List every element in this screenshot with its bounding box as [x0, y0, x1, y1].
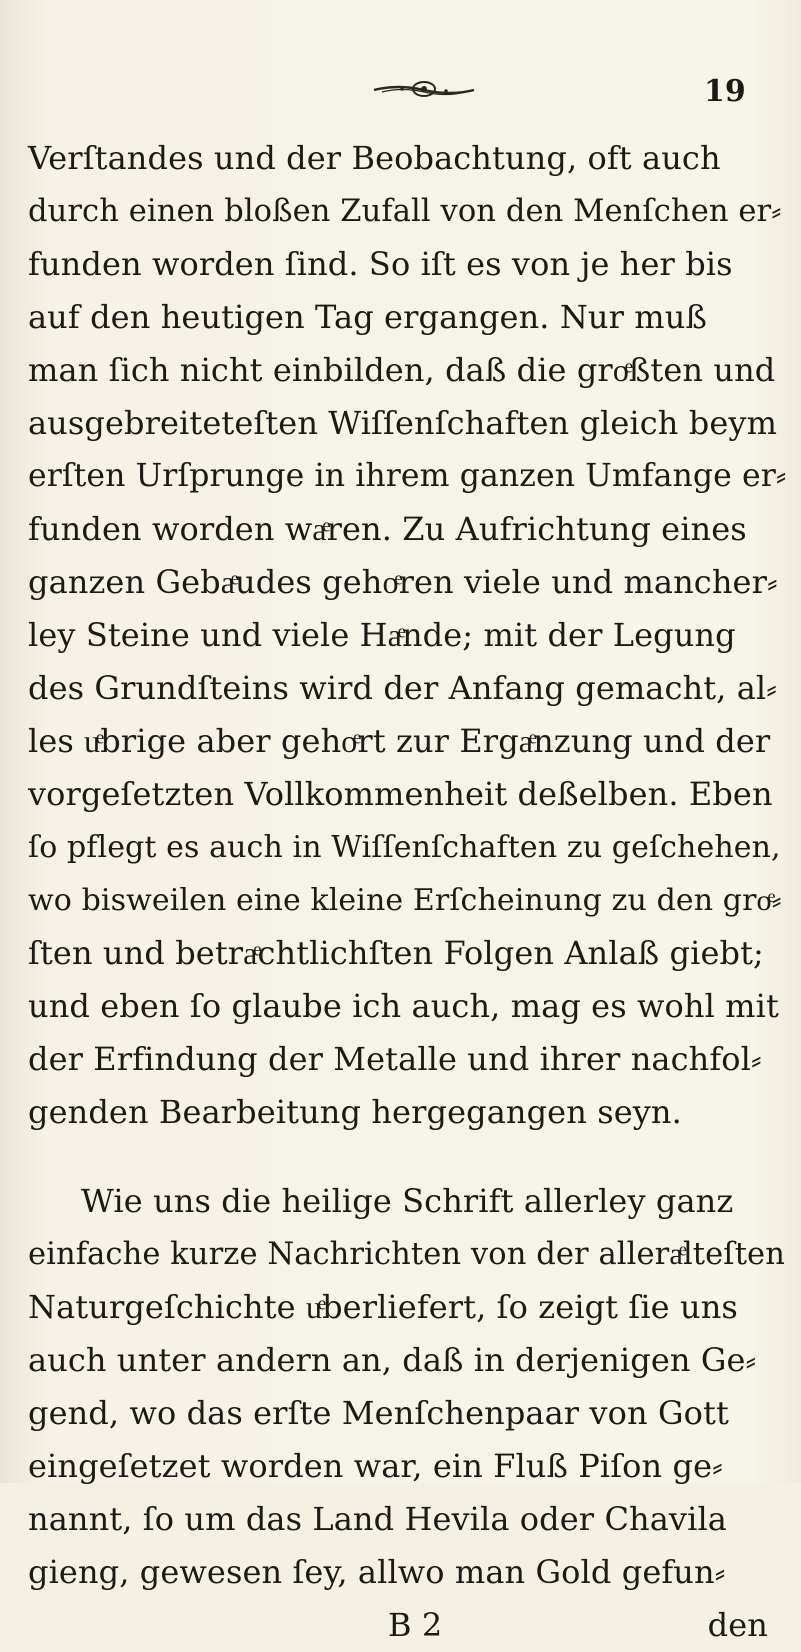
page-number: 19: [704, 74, 746, 109]
text-line: der Erfindung der Metalle und ihrer nachfol⸗: [28, 1040, 762, 1078]
text-line: vorgeſetzten Vollkommenheit deßelben. Eben: [28, 775, 773, 813]
paragraph: [28, 132, 788, 1139]
page-header: [0, 72, 801, 132]
text-line: des Grundſteins wird der Anfang gemacht, al⸗: [28, 669, 777, 707]
text-body: [28, 132, 788, 1652]
text-line: auf den heutigen Tag ergangen. Nur muß: [28, 298, 707, 336]
text-line: nannt, ſo um das Land Hevila oder Chavila: [28, 1500, 727, 1538]
text-line: ausgebreiteteſten Wiſſenſchaften gleich beym: [28, 404, 778, 442]
text-line: ſten und betraͤchtlichſten Folgen Anlaß giebt;: [28, 934, 764, 972]
text-line: auch unter andern an, daß in derjenigen Ge⸗: [28, 1341, 757, 1379]
catchword: den: [707, 1606, 768, 1644]
text-line: einfache kurze Nachrichten von der alleraͤlteſten: [28, 1237, 785, 1272]
text-line: gieng, gewesen ſey, allwo man Gold gefun⸗: [28, 1553, 726, 1591]
paragraph: [28, 1175, 788, 1599]
text-line: ley Steine und viele Haͤnde; mit der Legung: [28, 616, 736, 654]
text-line: funden worden waͤren. Zu Aufrichtung eines: [28, 510, 747, 548]
text-line: ſo pflegt es auch in Wiſſenſchaften zu geſchehen,: [28, 830, 781, 865]
text-line: ganzen Gebaͤudes gehoͤren viele und mancher⸗: [28, 563, 778, 601]
text-line: durch einen bloßen Zufall von den Menſchen er⸗: [28, 194, 782, 229]
text-line: Verſtandes und der Beobachtung, oft auch: [28, 139, 721, 177]
text-line: gend, wo das erſte Menſchenpaar von Gott: [28, 1394, 729, 1432]
paragraph-gap: [28, 1139, 788, 1175]
ornament-vignette: [372, 80, 476, 100]
text-line: les uͤbrige aber gehoͤrt zur Ergaͤnzung und der: [28, 722, 771, 760]
text-line: genden Bearbeitung hergegangen seyn.: [28, 1093, 682, 1131]
text-line: wo bisweilen eine kleine Erſcheinung zu den groͤ⸗: [28, 883, 782, 918]
footer-line: [28, 1599, 788, 1652]
text-line: erſten Urſprunge in ihrem ganzen Umfange er⸗: [28, 458, 787, 494]
text-line: man ſich nicht einbilden, daß die groͤßten und: [28, 351, 776, 389]
text-line: eingeſetzet worden war, ein Fluß Piſon ge⸗: [28, 1447, 723, 1485]
signature-mark: B 2: [388, 1606, 443, 1644]
text-line: Wie uns die heilige Schrift allerley ganz: [81, 1182, 734, 1220]
text-line: und eben ſo glaube ich auch, mag es wohl mit: [28, 987, 779, 1025]
text-line: funden worden ſind. So iſt es von je her bis: [28, 245, 733, 283]
text-line: Naturgeſchichte uͤberliefert, ſo zeigt ſie uns: [28, 1288, 738, 1326]
